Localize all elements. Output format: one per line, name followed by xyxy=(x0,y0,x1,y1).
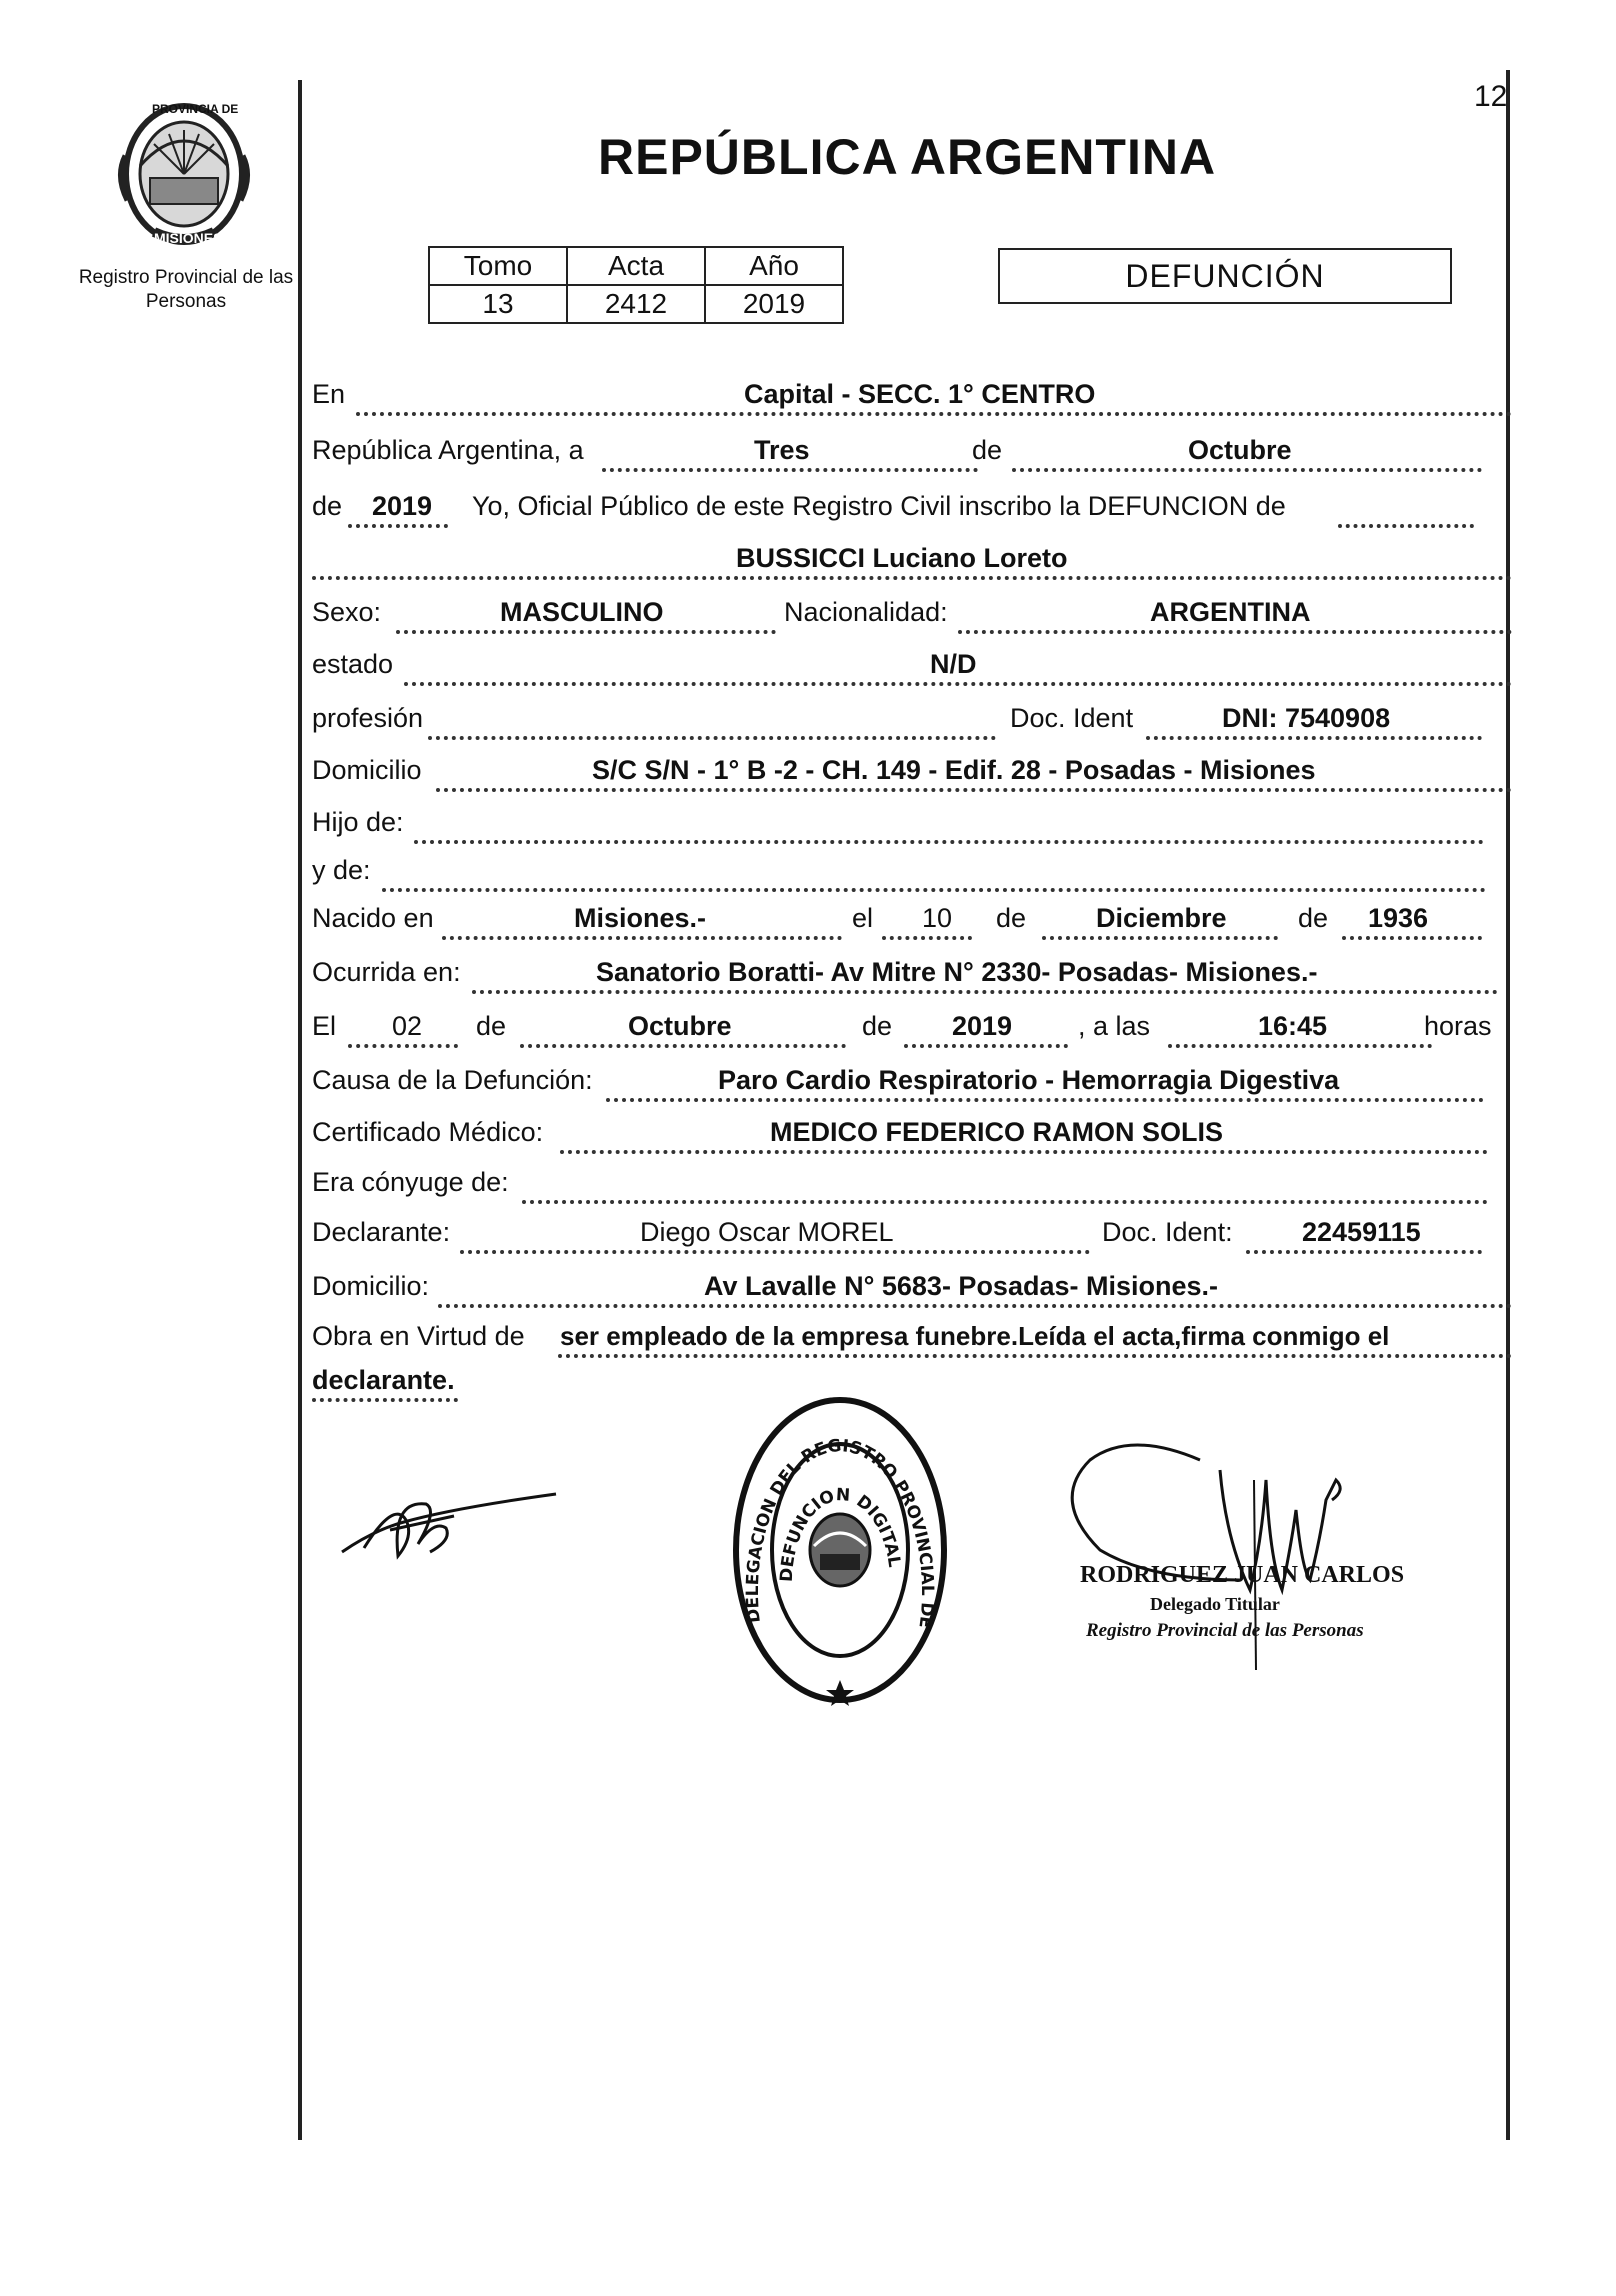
republica-label: República Argentina, a xyxy=(312,435,584,465)
form-row-sexo xyxy=(312,590,1512,634)
estado-label: estado xyxy=(312,649,394,679)
doc-ident-label: Doc. Ident xyxy=(1010,703,1134,733)
death-time: 16:45 xyxy=(1258,1011,1328,1041)
page-number: 12 xyxy=(1474,80,1508,113)
obra-label: Obra en Virtud de xyxy=(312,1321,525,1351)
en-label: En xyxy=(312,379,346,409)
form-row-certificado xyxy=(312,1110,1512,1154)
svg-text:DELEGACION DEL REGISTRO PROVIN xyxy=(730,1392,937,1629)
page-title: REPÚBLICA ARGENTINA xyxy=(598,129,1217,185)
causa-label: Causa de la Defunción: xyxy=(312,1065,593,1095)
ocurrida-value: Sanatorio Boratti- Av Mitre N° 2330- Posadas- Misiones.- xyxy=(596,957,1318,987)
sexo-label: Sexo: xyxy=(312,597,382,627)
domicilio2-label: Domicilio: xyxy=(312,1271,430,1301)
form-row-hijo xyxy=(312,800,1512,844)
causa-value: Paro Cardio Respiratorio - Hemorragia Digestiva xyxy=(718,1065,1340,1095)
form-row-en xyxy=(312,372,1512,416)
form-row-domicilio2 xyxy=(312,1264,1512,1308)
death-year: 2019 xyxy=(952,1011,1013,1041)
nacido-label: Nacido en xyxy=(312,903,434,933)
profesion-label: profesión xyxy=(312,703,424,733)
dotted-line xyxy=(348,1044,458,1048)
dotted-line xyxy=(560,1150,1488,1154)
tomo-value: 13 xyxy=(429,285,567,323)
doc-type-box: DEFUNCIÓN xyxy=(998,248,1452,304)
dotted-line xyxy=(904,1044,1068,1048)
official-title: Delegado Titular xyxy=(1150,1594,1280,1614)
death-month: Octubre xyxy=(628,1011,732,1041)
death-de2-label: de xyxy=(862,1011,893,1041)
declarant-signature xyxy=(334,1460,564,1570)
hijo-label: Hijo de: xyxy=(312,807,404,837)
emblem-text-top: PROVINCIA DE xyxy=(152,102,239,116)
en-value: Capital - SECC. 1° CENTRO xyxy=(744,379,1096,409)
form-row-yo xyxy=(312,484,1512,528)
seal-inner-text: DEFUNCION DIGITAL xyxy=(776,1485,905,1583)
dotted-line xyxy=(460,1250,1090,1254)
dotted-line xyxy=(414,840,1484,844)
dotted-line xyxy=(438,1304,1512,1308)
domicilio2-value: Av Lavalle N° 5683- Posadas- Misiones.- xyxy=(704,1271,1219,1301)
official-seal xyxy=(730,1392,950,1708)
record-table xyxy=(428,246,844,324)
nacionalidad-label: Nacionalidad: xyxy=(784,597,948,627)
day-value: Tres xyxy=(754,435,810,465)
form-row-yde xyxy=(312,848,1512,892)
yo-text: Yo, Oficial Público de este Registro Civil inscribo la DEFUNCION de xyxy=(472,491,1286,521)
name-value: BUSSICCI Luciano Loreto xyxy=(736,543,1068,573)
de-year-label: de xyxy=(312,491,343,521)
declarante-label: Declarante: xyxy=(312,1217,451,1247)
dotted-line xyxy=(958,630,1512,634)
alas-label: , a las xyxy=(1078,1011,1151,1041)
dotted-line xyxy=(312,576,1512,580)
form-row-obra xyxy=(312,1314,1512,1358)
declarante-value: Diego Oscar MOREL xyxy=(640,1217,894,1247)
conyuge-label: Era cónyuge de: xyxy=(312,1167,509,1197)
form-row-estado xyxy=(312,642,1512,686)
dotted-line xyxy=(1338,524,1474,528)
dotted-line xyxy=(882,936,972,940)
dotted-line xyxy=(1146,736,1482,740)
birth-de2-label: de xyxy=(1298,903,1329,933)
birth-year: 1936 xyxy=(1368,903,1429,933)
left-margin-rule xyxy=(298,80,302,2140)
acta-value: 2412 xyxy=(567,285,705,323)
dotted-line xyxy=(1246,1250,1482,1254)
dotted-line xyxy=(1168,1044,1432,1048)
nacionalidad-value: ARGENTINA xyxy=(1150,597,1311,627)
nacido-value: Misiones.- xyxy=(574,903,707,933)
dotted-line xyxy=(312,1398,458,1402)
anio-header: Año xyxy=(705,247,843,285)
estado-value: N/D xyxy=(930,649,977,679)
doc-ident-value: DNI: 7540908 xyxy=(1222,703,1391,733)
death-day: 02 xyxy=(392,1011,423,1041)
form-row-conyuge xyxy=(312,1160,1512,1204)
certificado-value: MEDICO FEDERICO RAMON SOLIS xyxy=(770,1117,1224,1147)
anio-value: 2019 xyxy=(705,285,843,323)
de-label: de xyxy=(972,435,1003,465)
form-row-causa xyxy=(312,1058,1512,1102)
sexo-value: MASCULINO xyxy=(500,597,664,627)
form-row-domicilio xyxy=(312,748,1512,792)
registry-caption: Registro Provincial de las Personas xyxy=(78,267,294,312)
seal-outer-text: DELEGACION DEL REGISTRO PROVINCIAL DE xyxy=(742,1435,938,1630)
official-name: RODRIGUEZ JUAN CARLOS xyxy=(1080,1562,1405,1588)
dotted-line xyxy=(472,990,1498,994)
form-row-name xyxy=(312,536,1512,580)
dotted-line xyxy=(348,524,448,528)
birth-day: 10 xyxy=(922,903,953,933)
form-row-republica xyxy=(312,428,1512,472)
month-value: Octubre xyxy=(1188,435,1292,465)
decl-doc-label: Doc. Ident: xyxy=(1102,1217,1233,1247)
form-row-declarante xyxy=(312,1210,1512,1254)
dotted-line xyxy=(1042,936,1278,940)
province-emblem xyxy=(114,96,254,252)
dotted-line xyxy=(442,936,842,940)
tomo-header: Tomo xyxy=(429,247,567,285)
birth-de1-label: de xyxy=(996,903,1027,933)
death-de1-label: de xyxy=(476,1011,507,1041)
dotted-line xyxy=(436,788,1512,792)
yde-label: y de: xyxy=(312,855,371,885)
dotted-line xyxy=(602,468,978,472)
dotted-line xyxy=(520,1044,846,1048)
dotted-line xyxy=(606,1098,1484,1102)
decl-doc-value: 22459115 xyxy=(1302,1217,1421,1247)
official-office: Registro Provincial de las Personas xyxy=(1086,1620,1364,1641)
dotted-line xyxy=(1342,936,1482,940)
dotted-line xyxy=(396,630,776,634)
year-value: 2019 xyxy=(372,491,433,521)
form-row-profesion xyxy=(312,696,1512,740)
acta-header: Acta xyxy=(567,247,705,285)
dotted-line xyxy=(428,736,996,740)
dotted-line xyxy=(382,888,1486,892)
dotted-line xyxy=(404,682,1512,686)
el-label: el xyxy=(852,903,874,933)
dotted-line xyxy=(1012,468,1482,472)
dotted-line xyxy=(522,1200,1488,1204)
domicilio-label: Domicilio xyxy=(312,755,422,785)
form-row-el xyxy=(312,1004,1512,1048)
form-row-ocurrida xyxy=(312,950,1512,994)
obra-value2: declarante. xyxy=(312,1365,455,1395)
dotted-line xyxy=(356,412,1512,416)
obra-value: ser empleado de la empresa funebre.Leída el acta,firma conmigo el xyxy=(560,1321,1390,1351)
ocurrida-label: Ocurrida en: xyxy=(312,957,461,987)
emblem-text-bottom: MISIONES xyxy=(154,230,223,246)
birth-month: Diciembre xyxy=(1096,903,1227,933)
el2-label: El xyxy=(312,1011,337,1041)
horas-label: horas xyxy=(1424,1011,1492,1041)
certificado-label: Certificado Médico: xyxy=(312,1117,544,1147)
domicilio-value: S/C S/N - 1° B -2 - CH. 149 - Edif. 28 - Posadas - Misiones xyxy=(592,755,1316,785)
form-row-nacido xyxy=(312,896,1512,940)
